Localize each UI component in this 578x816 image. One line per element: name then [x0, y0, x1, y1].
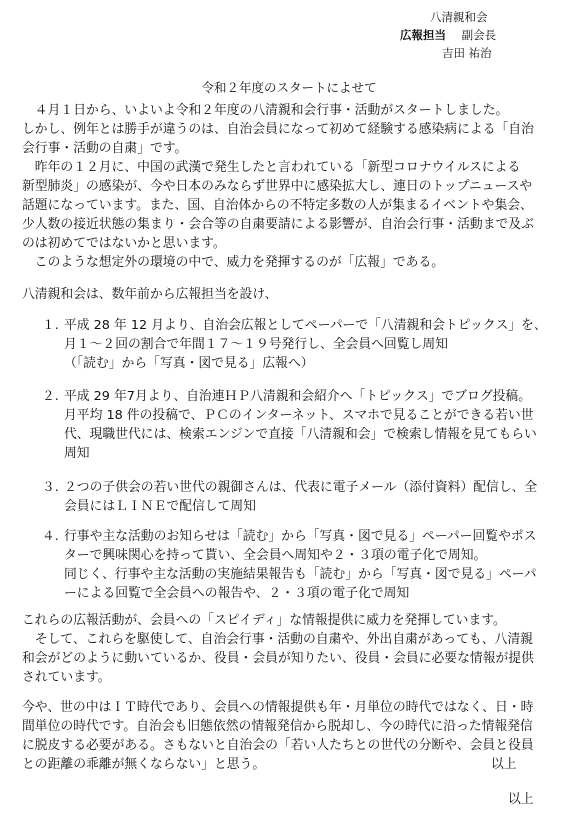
author-name: 吉田 祐治: [442, 46, 492, 60]
text-line: との距離の乖離が無くならない」と思う。: [22, 757, 266, 772]
text-line: これらの広報活動が、会員への「スピイディ」な情報提供に威力を発揮しています。: [22, 613, 506, 628]
author-role-bold: 広報担当: [400, 28, 446, 42]
text-line: ２つの子供会の若い世代の親御さんは、代表に電子メール（添付資料）配信し、全: [64, 480, 538, 495]
list-number: ２.: [42, 389, 59, 404]
text-line: 月１～２回の割合で年間１７～１９号発行し、全会員へ回覧し周知: [64, 337, 448, 352]
text-line: 今や、世の中はＩＴ時代であり、会員への情報提供も年・月単位の時代ではなく、日・時: [22, 700, 534, 715]
text-line: しかし、例年とは勝手が違うのは、自治会員になって初めて経験する感染病による「自治: [22, 122, 534, 137]
closing-mark-final: 以上: [508, 792, 534, 807]
intro-paragraph: [22, 101, 570, 272]
text-line: 間単位の時代です。自治会も旧態依然の情報発信から脱却し、今の時代に沿った情報発信: [22, 719, 533, 734]
lead-line: 八清親和会は、数年前から広報担当を設け、: [22, 287, 278, 302]
closing-paragraph: [22, 611, 570, 687]
text-line: に脱皮する必要がある。さもないと自治会の「若い人たちとの世代の分断や、会員と役員: [22, 738, 534, 753]
text-line: （「読む」から「写真・図で見る」広報へ）: [64, 356, 314, 371]
text-line: のは初めてではないかと思います。: [22, 236, 226, 251]
text-line: されています。: [22, 670, 111, 685]
author-role-rest: 副会長: [461, 28, 497, 42]
list-item: [64, 527, 537, 603]
list-number: １.: [42, 318, 59, 333]
text-line: ターで興味関心を持って貰い、全会員へ周知や２・３項の電子化で周知。: [64, 548, 487, 563]
text-line: 同じく、行事や主な活動の実施結果報告も「読む」から「写真・図で見る」ペーパ: [64, 567, 537, 582]
text-line: 平成 28 年 12 月より、自治会広報としてペーパーで「八清親和会トピックス」を、: [64, 318, 547, 333]
text-line: 新型肺炎」の感染が、今や日本のみならず世界中に感染拡大し、連日のトップニュースや: [22, 179, 533, 194]
author-block: [400, 8, 496, 62]
text-line: 昨年の１２月に、中国の武漢で発生したと言われている「新型コロナウイルスによる: [22, 160, 521, 175]
text-line: このような想定外の環境の中で、威力を発揮するのが「広報」である。: [22, 255, 445, 270]
list-number: ４.: [42, 529, 59, 544]
text-line: 月平均 18 件の投稿で、ＰＣのインターネット、スマホで見ることができる若い世: [64, 408, 534, 423]
list-item: [64, 478, 537, 516]
author-role: [400, 26, 496, 44]
list-number: ３.: [42, 480, 59, 495]
text-line: ４月１日から、いよいよ令和２年度の八清親和会行事・活動がスタートしました。: [22, 103, 509, 118]
text-line: 少人数の接近状態の集まり・会合等の自粛要請による影響が、自治会行事・活動まで及ぶ: [22, 217, 534, 232]
text-line: そして、これらを駆使して、自治会行事・活動の自粛や、外出自粛があっても、八清親: [22, 632, 533, 647]
text-line: ーによる回覧で全会員への報告や、２・３項の電子化で周知: [64, 586, 410, 601]
text-line: 和会がどのように動いているか、役員・会員が知りたい、役員・会員に必要な情報が提供: [22, 651, 534, 666]
text-line: 会行事・活動の自粛」です。: [22, 141, 188, 156]
closing-mark: 以上: [491, 757, 517, 772]
list-item: [64, 316, 547, 373]
document-title: 令和２年度のスタートによせて: [201, 80, 377, 95]
text-line: 会員にはＬＩＮＥで配信して周知: [64, 499, 256, 514]
text-line: 周知: [64, 446, 90, 461]
organization-name: 八清親和会: [430, 10, 488, 24]
text-line: 話題になっています。また、国、自治体からの不特定多数の人が集まるイベントや集会、: [22, 198, 533, 213]
text-line: 代、現職世代には、検索エンジンで直接「八清親和会」で検索し情報を見てもらい: [64, 427, 537, 442]
conclusion-paragraph: [22, 698, 570, 774]
list-item: [64, 387, 537, 463]
text-line: 行事や主な活動のお知らせは「読む」から「写真・図で見る」ペーパー回覧やポス: [64, 529, 537, 544]
text-line: 平成 29 年7月より、自治連ＨＰ八清親和会紹介へ「トピックス」でブログ投稿。: [64, 389, 532, 404]
